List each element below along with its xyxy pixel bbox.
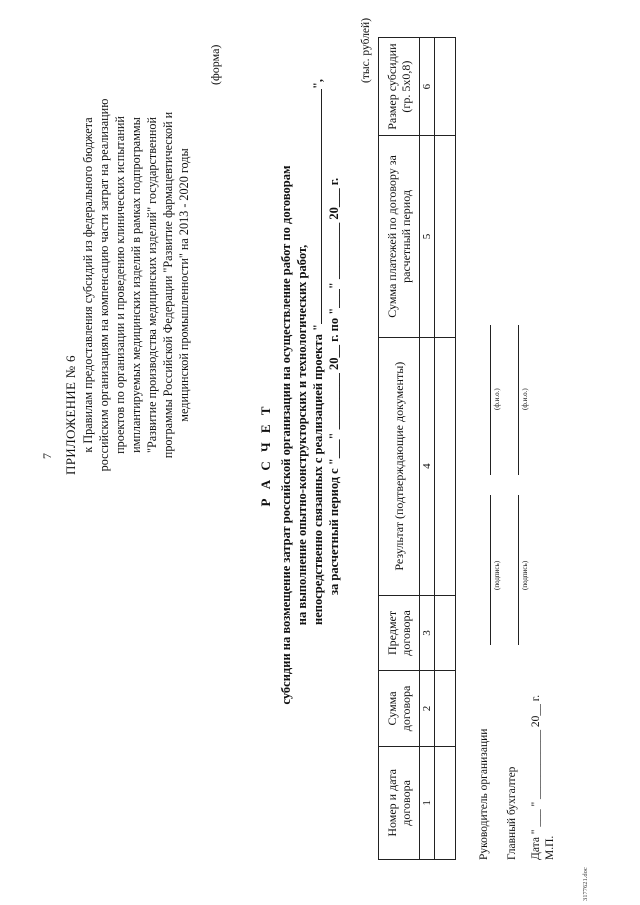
head-sign-hint: (подпись) [493,560,501,590]
page-number: 7 [40,453,54,459]
header-contract-sum: Сумма договора [379,671,420,747]
empty-cell [435,38,456,136]
subtitle-line-3-end: ", [311,78,325,90]
header-payments-sum: Сумма платежей по договору за расчетный период [379,136,420,337]
head-label: Руководитель организации [478,728,490,860]
stamp-label: М.П. [544,835,556,860]
subtitle-line-3 [310,45,326,825]
accountant-sign-line [518,495,519,645]
form-label: (форма) [208,44,222,85]
empty-cell [435,671,456,747]
table-header-row [379,38,420,860]
empty-cell [435,595,456,671]
units-label: (тыс. рублей) [360,17,372,83]
calculation-table [378,37,456,860]
col-number-6: 6 [420,38,435,136]
empty-cell [435,746,456,859]
date-line: Дата " ___ " ____________ 20__ г. [530,694,542,860]
empty-cell [435,337,456,595]
document-footer: 3177621.doc [582,867,589,901]
calculation-subtitle [278,45,342,825]
accountant-name-hint: (ф.и.о.) [521,388,529,410]
head-sign-line [490,495,491,645]
col-number-4: 4 [420,337,435,595]
col-number-2: 2 [420,671,435,747]
calculation-title: Р А С Ч Е Т [258,403,273,507]
subtitle-line-2: на выполнение опытно-конструкторских и технологических работ, [295,244,309,626]
head-name-hint: (ф.и.о.) [493,388,501,410]
header-contract-subject: Предмет договора [379,595,420,671]
header-contract-number: Номер и дата договора [379,746,420,859]
appendix-rules-text: к Правилам предоставления субсидий из федерального бюджета российским организациям на компенсацию части затрат на реализацию проектов по организации и проведению клинических испытаний имплантируемых медицинских изделий в рамках подпрограммы "Развитие производства медицинских изделий" государственной программы Российской Федерации "Развитие фармацевтической и медицинской промышленности" на 2013 - 2020 годы [81,98,191,472]
empty-cell [435,136,456,337]
table-number-row [420,38,435,860]
subtitle-line-3-text: непосредственно связанных с реализацией проекта " [311,324,325,625]
header-result: Результат (подтверждающие документы) [379,337,420,595]
subtitle-line-1: субсидии на возмещение затрат российской организации на осуществление работ по договорам [279,165,293,705]
col-number-5: 5 [420,136,435,337]
accountant-label: Главный бухгалтер [506,766,518,860]
subtitle-line-4: за расчетный период с "___" _________ 20__ г. по "___" _________ 20___ г. [327,177,341,595]
header-subsidy-size: Размер субсидии (гр. 5х0,8) [379,38,420,136]
head-name-line [490,325,491,475]
col-number-1: 1 [420,746,435,859]
appendix-title: ПРИЛОЖЕНИЕ № 6 [63,355,78,475]
accountant-sign-hint: (подпись) [521,560,529,590]
col-number-3: 3 [420,595,435,671]
accountant-name-line [518,325,519,475]
table-row [435,38,456,860]
